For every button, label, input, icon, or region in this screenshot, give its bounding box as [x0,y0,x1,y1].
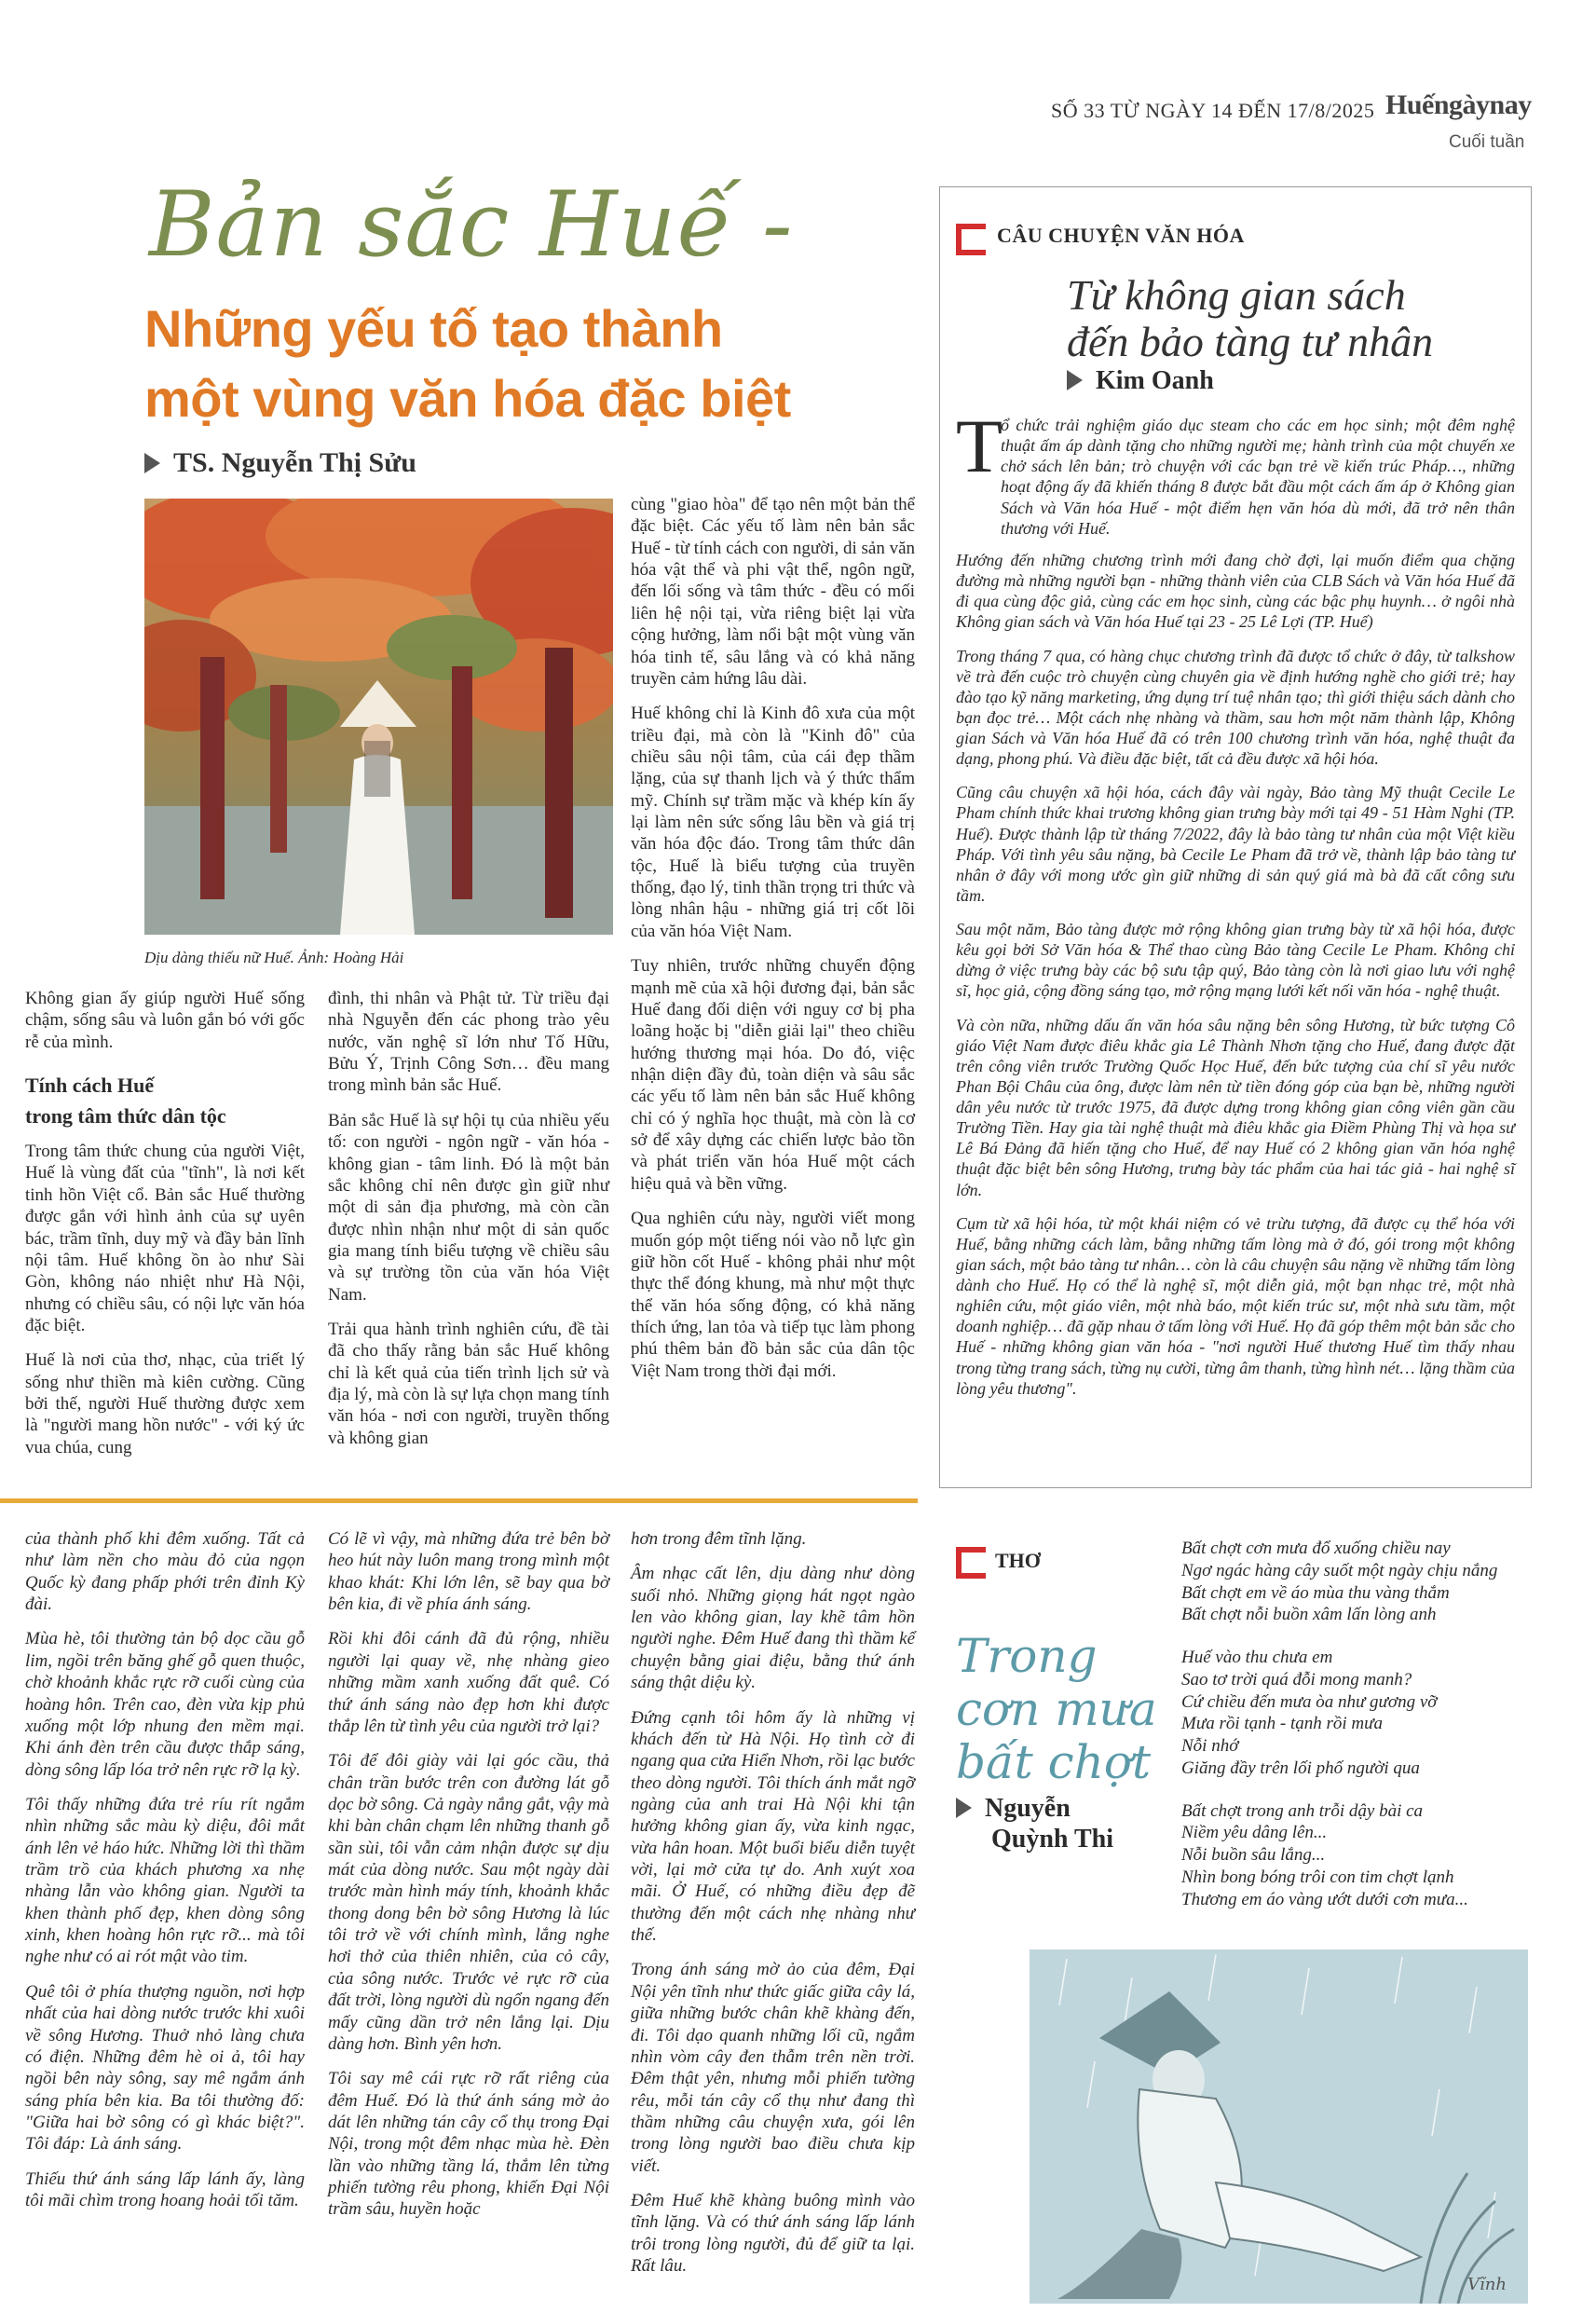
poem-stanza-1 [1181,1538,1591,1626]
paragraph: Cụm từ xã hội hóa, từ một khái niệm có vẻ trừu tượng, đã được cụ thể hóa với Huế, bằng những cách làm, bằng những tấm lòng mà ở đó, gói trong một không gian sách, một bảo tàng tư nhân… còn là câu chuyện sâu nặng về những tấm lòng dành cho Huế. Họ có thể là nghệ sĩ, một diễn giả, một bạn nhạc trẻ, một nhà nghiên cứu, một giáo viên, một nhà báo, một kiến trúc sư, một nhà sưu tầm, một doanh nghiệp… đã gặp nhau ở tấm lòng với Huế. Họ đã góp thêm một bản sắc cho Huế - những không gian văn hóa - "nơi người Huế thương Huế tìm thấy nhau trong từng trang sách, từng nụ cười, từng âm thanh, từng hình nét… lặng thầm của lòng yêu thương". [956,1213,1516,1398]
paragraph: đình, thi nhân và Phật tử. Từ triều đại nhà Nguyễn đến các phong trào yêu nước, văn nghệ sĩ lớn như Tố Hữu, Bửu Ý, Trịnh Công Sơn… đều mang trong mình bản sắc Huế. [328,989,609,1096]
poem-line: Bất chợt em về áo mùa thu vàng thắm [1181,1582,1450,1603]
poem-illustration [1030,1949,1528,2304]
paragraph: Và còn nữa, những dấu ấn văn hóa sâu nặng bên sông Hương, từ bức tượng Cô giáo Việt Nam được điêu khắc gia Lê Thành Nhơn tặng cho Huế, đang được đặt trên công viên trước Trường Quốc Học Huế, đến bức tượng của chí sĩ yêu nước Phan Bội Châu của ông, được làm nên từ tiền đóng góp của bạn bè, những người dân yêu nước từ trước 1975, đã được dựng trong không gian công viên gần cầu Trường Tiền. Hay gia tài nghệ thuật mà điêu khắc gia Điềm Phùng Thị và họa sư Lê Bá Đảng đã hiến tặng cho Huế, để nay Huế có 2 không gian văn hóa nghệ thuật đặc biệt bên sông Hương, trưng bày tác phẩm của hai tác giả - hai nghệ sĩ lớn. [956,1015,1515,1199]
paragraph: Âm nhạc cất lên, dịu dàng như dòng suối nhỏ. Những giọng hát ngọt ngào len vào không gian, lay khẽ tâm hồn người nghe. Đêm Huế đang thì thầm kể chuyện bằng giai điệu, bằng thứ ánh sáng thật diệu kỳ. [631,1564,915,1693]
paragraph: Qua nghiên cứu này, người viết mong muốn góp một tiếng nói vào nỗ lực gìn giữ hồn cốt Huế - không phải như một thực thể đóng khung, mà như một thực thể văn hóa sống động, có khả năng thích ứng, lan tỏa và tiếp tục làm phong phú thêm bản đồ bản sắc của dân tộc Việt Nam trong thời đại mới. [631,1209,915,1381]
poem-line: Mưa rồi tạnh - tạnh rồi mưa [1181,1714,1384,1734]
drop-cap: T [956,404,1003,488]
poem-line: Thương em áo vàng ướt dưới cơn mưa... [1181,1889,1468,1909]
paragraph: Huế là nơi của thơ, nhạc, của triết lý sống như thiền mà kiên cường. Cũng bởi thế, người Huế thường được xem là "người mang hồn nước" - với ký ức vua chúa, cung [25,1350,305,1457]
essay-column-1 [25,1528,305,2224]
paragraph: Tôi thấy những đứa trẻ ríu rít ngắm nhìn những sắc màu kỳ diệu, đôi mắt ánh lên vẻ háo hức. Những lời thì thầm trầm trồ của khách phương xa nhẹ nhàng lẫn vào không gian. Người ta khen thành phố đẹp, khen dòng sông xinh, khen hoàng hôn rực rỡ... mà tôi nghe như có ai rót mật vào tim. [25,1794,305,1967]
article-column-2 [328,988,609,1462]
poem-title-line1: Trong [956,1629,1098,1683]
essay-column-3 [631,1528,915,2291]
paragraph: Đêm Huế khẽ khàng buông mình vào tĩnh lặng. Và có thứ ánh sáng lấp lánh trôi trong lòng người, đủ để giữ ta lại. Rất lâu. [631,2191,915,2277]
paragraph: Cũng câu chuyện xã hội hóa, cách đây vài ngày, Bảo tàng Mỹ thuật Cecile Le Pham chính thức khai trương không gian trưng bày mới tại 49 - 51 Hàm Nghi (TP. Huế). Được thành lập từ tháng 7/2022, đây là bảo tàng tư nhân của một Việt kiều Pháp. Với tình yêu sâu nặng, bà Cecile Le Pham đã trở về, thành lập bảo tàng tư nhân ở đây với mong ước gìn giữ những di sản quý giá mà bà đã cất công sưu tầm. [956,783,1515,905]
paragraph: Hướng đến những chương trình mới đang chờ đợi, lại muốn điểm qua chặng đường mà những người bạn - những thành viên của CLB Sách và Văn hóa Huế đã đi qua cùng độc giả, cùng các em học sinh, cùng các bậc phụ huynh… ở ngôi nhà Không gian sách và Văn hóa Huế tại 23 - 25 Lê Lợi (TP. Huế) [956,551,1515,632]
paragraph: Trong tháng 7 qua, có hàng chục chương trình đã được tổ chức ở đây, từ talkshow về trà đến cuộc trò chuyện cùng chuyên gia về định hướng nghề cho giới trẻ; hay đào tạo kỹ năng marketing, ứng dụng trí tuệ nhân tạo; thì giới thiệu sách dành cho bạn đọc trẻ… Một cách nhẹ nhàng và thầm, sau hơn một năm thành lập, Không gian Sách và Văn hóa Huế đã có trên 100 chương trình văn hóa, nghệ thuật đa dạng, phong phú. Và điều đặc biệt, tất cả đều được xã hội hóa. [956,646,1515,769]
photo-illustration [144,499,613,935]
artist-signature: Vĩnh [1467,2275,1507,2294]
story-title-line1: Từ không gian sách [1067,271,1406,319]
paragraph: Quê tôi ở phía thượng nguồn, nơi hợp nhất của hai dòng nước trước khi xuôi về sông Hương. Thuở nhỏ làng chưa có điện. Những đêm hè oi ả, tôi hay ngồi bên này sông, say mê ngắm ánh sáng phía bên kia. Ba tôi thường đố: "Giữa hai bờ sông có gì khác biệt?". Tôi đáp: Là ánh sáng. [25,1981,305,2155]
paragraph: Có lẽ vì vậy, mà những đứa trẻ bên bờ heo hút này luôn mang trong mình một khao khát: Khi lớn lên, sẽ bay qua bờ bên kia, đi về phía ánh sáng. [328,1529,609,1615]
triangle-icon [144,453,160,473]
section-divider [0,1498,918,1503]
poem-line: Nỗi buồn sâu lắng... [1181,1845,1326,1865]
article-title-line2: một vùng văn hóa đặc biệt [144,369,791,428]
author-name: Nguyễn [985,1794,1071,1823]
paragraph: Đứng cạnh tôi hôm ấy là những vị khách đến từ Hà Nội. Họ tình cờ đi ngang qua cửa Hiển Nhơn, rồi lạc bước theo dòng người. Tôi thích ánh mắt ngỡ ngàng của anh trai Hà Nội khi tận hưởng không gian ấy, vừa kinh ngạc, vừa hân hoan. Một buổi biểu diễn tuyệt vời, lại mở cửa tự do. Anh xuýt xoa mãi. Ở Huế, có những điều đẹp đẽ thường đến một cách nhẹ nhàng như thế. [631,1707,915,1946]
poem-line: Bất chợt nỗi buồn xâm lấn lòng anh [1181,1605,1437,1625]
article-column-3 [631,494,915,1395]
paragraph: của thành phố khi đêm xuống. Tất cả như làm nền cho màu đỏ của ngọn Quốc kỳ đang phấp phới trên đỉnh Kỳ đài. [25,1529,305,1615]
paragraph: Tôi để đôi giày vải lại góc cầu, thả chân trần bước trên con đường lát gỗ dọc bờ sông. Cả ngày nắng gắt, vậy mà khi bàn chân chạm lên những thanh gỗ sần sùi, tôi vẫn cảm nhận được sự dịu mát của dòng nước. Sau một ngày dài trước màn hình máy tính, khoảnh khắc thong dong bên bờ sông Hương là lúc tôi trở về với chính mình, lắng nghe hơi thở của thiên nhiên, của cỏ cây, của sông nước. Trước vẻ rực rỡ của đất trời, lòng người dù ngổn ngang đến mấy cũng dần trở nên lắng lại. Dịu dàng hơn. Bình yên hơn. [328,1751,609,2054]
section-icon [956,224,986,255]
article-photo [144,499,613,935]
section-label: THƠ [995,1549,1041,1572]
paragraph: ổ chức trải nghiệm giáo dục steam cho các em học sinh; một đêm nghệ thuật ấm áp dành tặng cho những người mẹ; hành trình của một chuyến xe chở sách lên bản; trò chuyện với các bạn trẻ về kiến trúc Pháp…, những hoạt động ấy đã khiến tháng 8 được bắt đầu một cách ấm áp ở Không gian Sách và Văn hóa Huế - một điểm hẹn văn hóa dù mới, đã trở nên thân thương với Huế. [1001,416,1515,538]
paragraph: Rồi khi đôi cánh đã đủ rộng, nhiều người lại quay về, nhẹ nhàng gieo những mầm xanh xuống đất quê. Có thứ ánh sáng nào đẹp hơn khi được thắp lên từ tình yêu của người trở lại? [328,1629,609,1736]
article-title-line1: Những yếu tố tạo thành [144,299,723,358]
poem-line: Cứ chiều đến mưa òa như gương vỡ [1181,1691,1438,1712]
author-name: Kim Oanh [1096,366,1214,395]
paragraph: Trong ánh sáng mờ ảo của đêm, Đại Nội yên tĩnh như thức giấc giữa cây lá, giữa những bước chân khẽ khàng đến, đi. Tôi dạo quanh những lối cũ, ngắm nhìn vòm cây đen thẫm trên nền trời. Đêm thật yên, nhưng mỗi phiến tường rêu, mỗi tán cây cổ thụ như đang thì thầm những câu chuyện xưa, gói lên trong lòng người bao điều chưa kịp viết. [631,1960,915,2176]
poem-author-line2: Quỳnh Thi [991,1825,1114,1854]
story-title-line2: đến bảo tàng tư nhân [1067,318,1434,365]
poem-line: Bất chợt trong anh trỗi dậy bài ca [1181,1800,1424,1821]
rain-woman-illustration [1030,1949,1528,2304]
photo-caption: Dịu dàng thiếu nữ Huế. Ảnh: Hoàng Hải [144,949,404,966]
poem-line: Bất chợt cơn mưa đổ xuống chiều nay [1181,1539,1451,1558]
section-label: CÂU CHUYỆN VĂN HÓA [997,224,1245,247]
paragraph: Trải qua hành trình nghiên cứu, đề tài đã cho thấy rằng bản sắc Huế không chỉ là kết quả của tiến trình lịch sử và địa lý, mà còn là sự lựa chọn mang tính văn hóa - nơi con người, truyền thống và không gian [328,1320,609,1448]
triangle-icon [956,1798,972,1818]
paragraph: Bản sắc Huế là sự hội tụ của nhiều yếu tố: con người - ngôn ngữ - văn hóa - không gian - tâm linh. Đó là một bản sắc không chỉ nên được gìn giữ như một di sản địa phương, mà còn cần được nhìn nhận như một di sản quốc gia mang tính biểu tượng về chiều sâu và sự trường tồn của văn hóa Việt Nam. [328,1110,609,1305]
poem-line: Nỗi nhớ [1181,1736,1239,1756]
subheading-line2: trong tâm thức dân tộc [25,1104,226,1129]
paragraph: Tôi say mê cái rực rỡ rất riêng của đêm Huế. Đó là thứ ánh sáng mờ ảo dát lên những tán cây cổ thụ trong Đại Nội, trong một đêm nhạc mùa hè. Đèn lần vào những tầng lá, thắm lên từng phiến tường rêu phong, khiến Đại Nội trầm sâu, huyền hoặc [328,2069,609,2220]
essay-column-2 [328,1528,609,2234]
story-body [956,550,1515,1412]
poem-line: Giăng đầy trên lối phố người qua [1181,1758,1420,1778]
poem-stanza-2 [1181,1647,1591,1780]
article-title-script: Bản sắc Huế - [149,172,794,277]
article-column-1 [25,988,305,1471]
poem-stanza-3 [1181,1800,1591,1911]
paragraph: Thiếu thứ ánh sáng lấp lánh ấy, làng tôi mãi chìm trong hoang hoải tối tăm. [25,2168,305,2211]
article-author [144,447,416,479]
poem-line: Ngơ ngác hàng cây suốt một ngày chịu nắng [1181,1560,1498,1580]
poem-author-line1 [956,1794,1071,1824]
poem-line: Nhìn bong bóng trôi con tim chợt lạnh [1181,1867,1454,1887]
story-intro [1001,415,1515,552]
paragraph: Sau một năm, Bảo tàng được mở rộng không gian trưng bày từ xã hội hóa, được kêu gọi bởi Sở Văn hóa & Thể thao cùng Bảo tàng Cecile Le Pham. Không chỉ dừng ở việc trưng bày các bộ sưu tập quý, Bảo tàng còn là nơi giao lưu với nghệ sĩ, học giả, cộng đồng sáng tạo, mở rộng mạng lưới kết nối văn hóa - nghệ thuật. [956,920,1515,1001]
paragraph: Trong tâm thức chung của người Việt, Huế là vùng đất của "tĩnh", là nơi kết tinh hồn Việt cổ. Bản sắc Huế thường được gắn với hình ảnh của sự uyên bác, trầm tĩnh, duy mỹ và đầy bản lĩnh nội tâm. Huế không ồn ào như Sài Gòn, không náo nhiệt như Hà Nội, nhưng có chiều sâu, có nội lực văn hóa đặc biệt. [25,1142,305,1335]
poem-line: Huế vào thu chưa em [1181,1648,1333,1667]
poem-line: Niềm yêu dâng lên... [1181,1823,1328,1843]
paragraph: Không gian ấy giúp người Huế sống chậm, sống sâu và luôn gắn bó với gốc rễ của mình. [25,989,305,1052]
paragraph: Tuy nhiên, trước những chuyển động mạnh mẽ của xã hội đương đại, bản sắc Huế đang đối diện với nguy cơ bị pha loãng hoặc bị "diễn giải lại" theo chiều hướng thương mại hóa. Do đó, việc nhận diện đầy đủ, toàn diện và sâu sắc các yếu tố làm nên bản sắc Huế không chỉ có ý nghĩa học thuật, mà còn là cơ sở để xây dựng các chiến lược bảo tồn và phát triển văn hóa Huế một cách hiệu quả và bền vững. [631,956,915,1194]
paragraph: hơn trong đêm tĩnh lặng. [631,1529,807,1549]
subheading-line1: Tính cách Huế [25,1074,155,1098]
poem-body [1181,1538,1591,1931]
author-name: TS. Nguyễn Thị Sửu [173,447,416,478]
story-author [1067,366,1214,396]
poem-title-line2: cơn mưa [956,1682,1157,1736]
section-icon [956,1547,986,1579]
paragraph: Mùa hè, tôi thường tản bộ dọc cầu gỗ lim, ngồi trên băng ghế gỗ quen thuộc, chờ khoảnh khắc rực rỡ cuối cùng của hoàng hôn. Trên cao, đèn vừa kịp phủ xuống một lớp nhung đen mềm mại. Khi ánh đèn trên cầu được thắp sáng, dòng sông lấp lóa trở nên rực rỡ lạ kỳ. [25,1629,305,1780]
poem-line: Sao tơ trời quá đỗi mong manh? [1181,1669,1412,1690]
triangle-icon [1067,370,1083,390]
brand-subtitle: Cuối tuần [1449,132,1525,152]
paragraph: Huế không chỉ là Kinh đô xưa của một triều đại, mà còn là "Kinh đô" của chiều sâu nội tâm, của cái đẹp thầm lặng, của sự thanh lịch và ý thức thẩm mỹ. Chính sự trầm mặc và khép kín ấy lại làm nên sức sống lâu bền và giá trị văn hóa độc đáo. Trong tâm thức dân tộc, Huế là biểu tượng của truyền thống, đạo lý, tinh thần trọng tri thức và lòng nhân hậu - những giá trị cốt lõi của văn hóa Việt Nam. [631,704,915,941]
brand-logo: Huếngàynay [1385,89,1532,120]
issue-info: SỐ 33 TỪ NGÀY 14 ĐẾN 17/8/2025 [1051,99,1375,122]
paragraph: cùng "giao hòa" để tạo nên một bản thể đặc biệt. Các yếu tố làm nên bản sắc Huế - từ tính cách con người, di sản văn hóa vật thể và phi vật thể, ngôn ngữ, đến lối sống và tâm thức - đều có mối liên hệ nội tại, vừa riêng biệt lại vừa cộng hưởng, làm nổi bật một vùng văn hóa tinh tế, sâu lắng và có khả năng truyền cảm hứng lâu dài. [631,495,916,689]
poem-title-line3: bất chợt [956,1735,1152,1789]
